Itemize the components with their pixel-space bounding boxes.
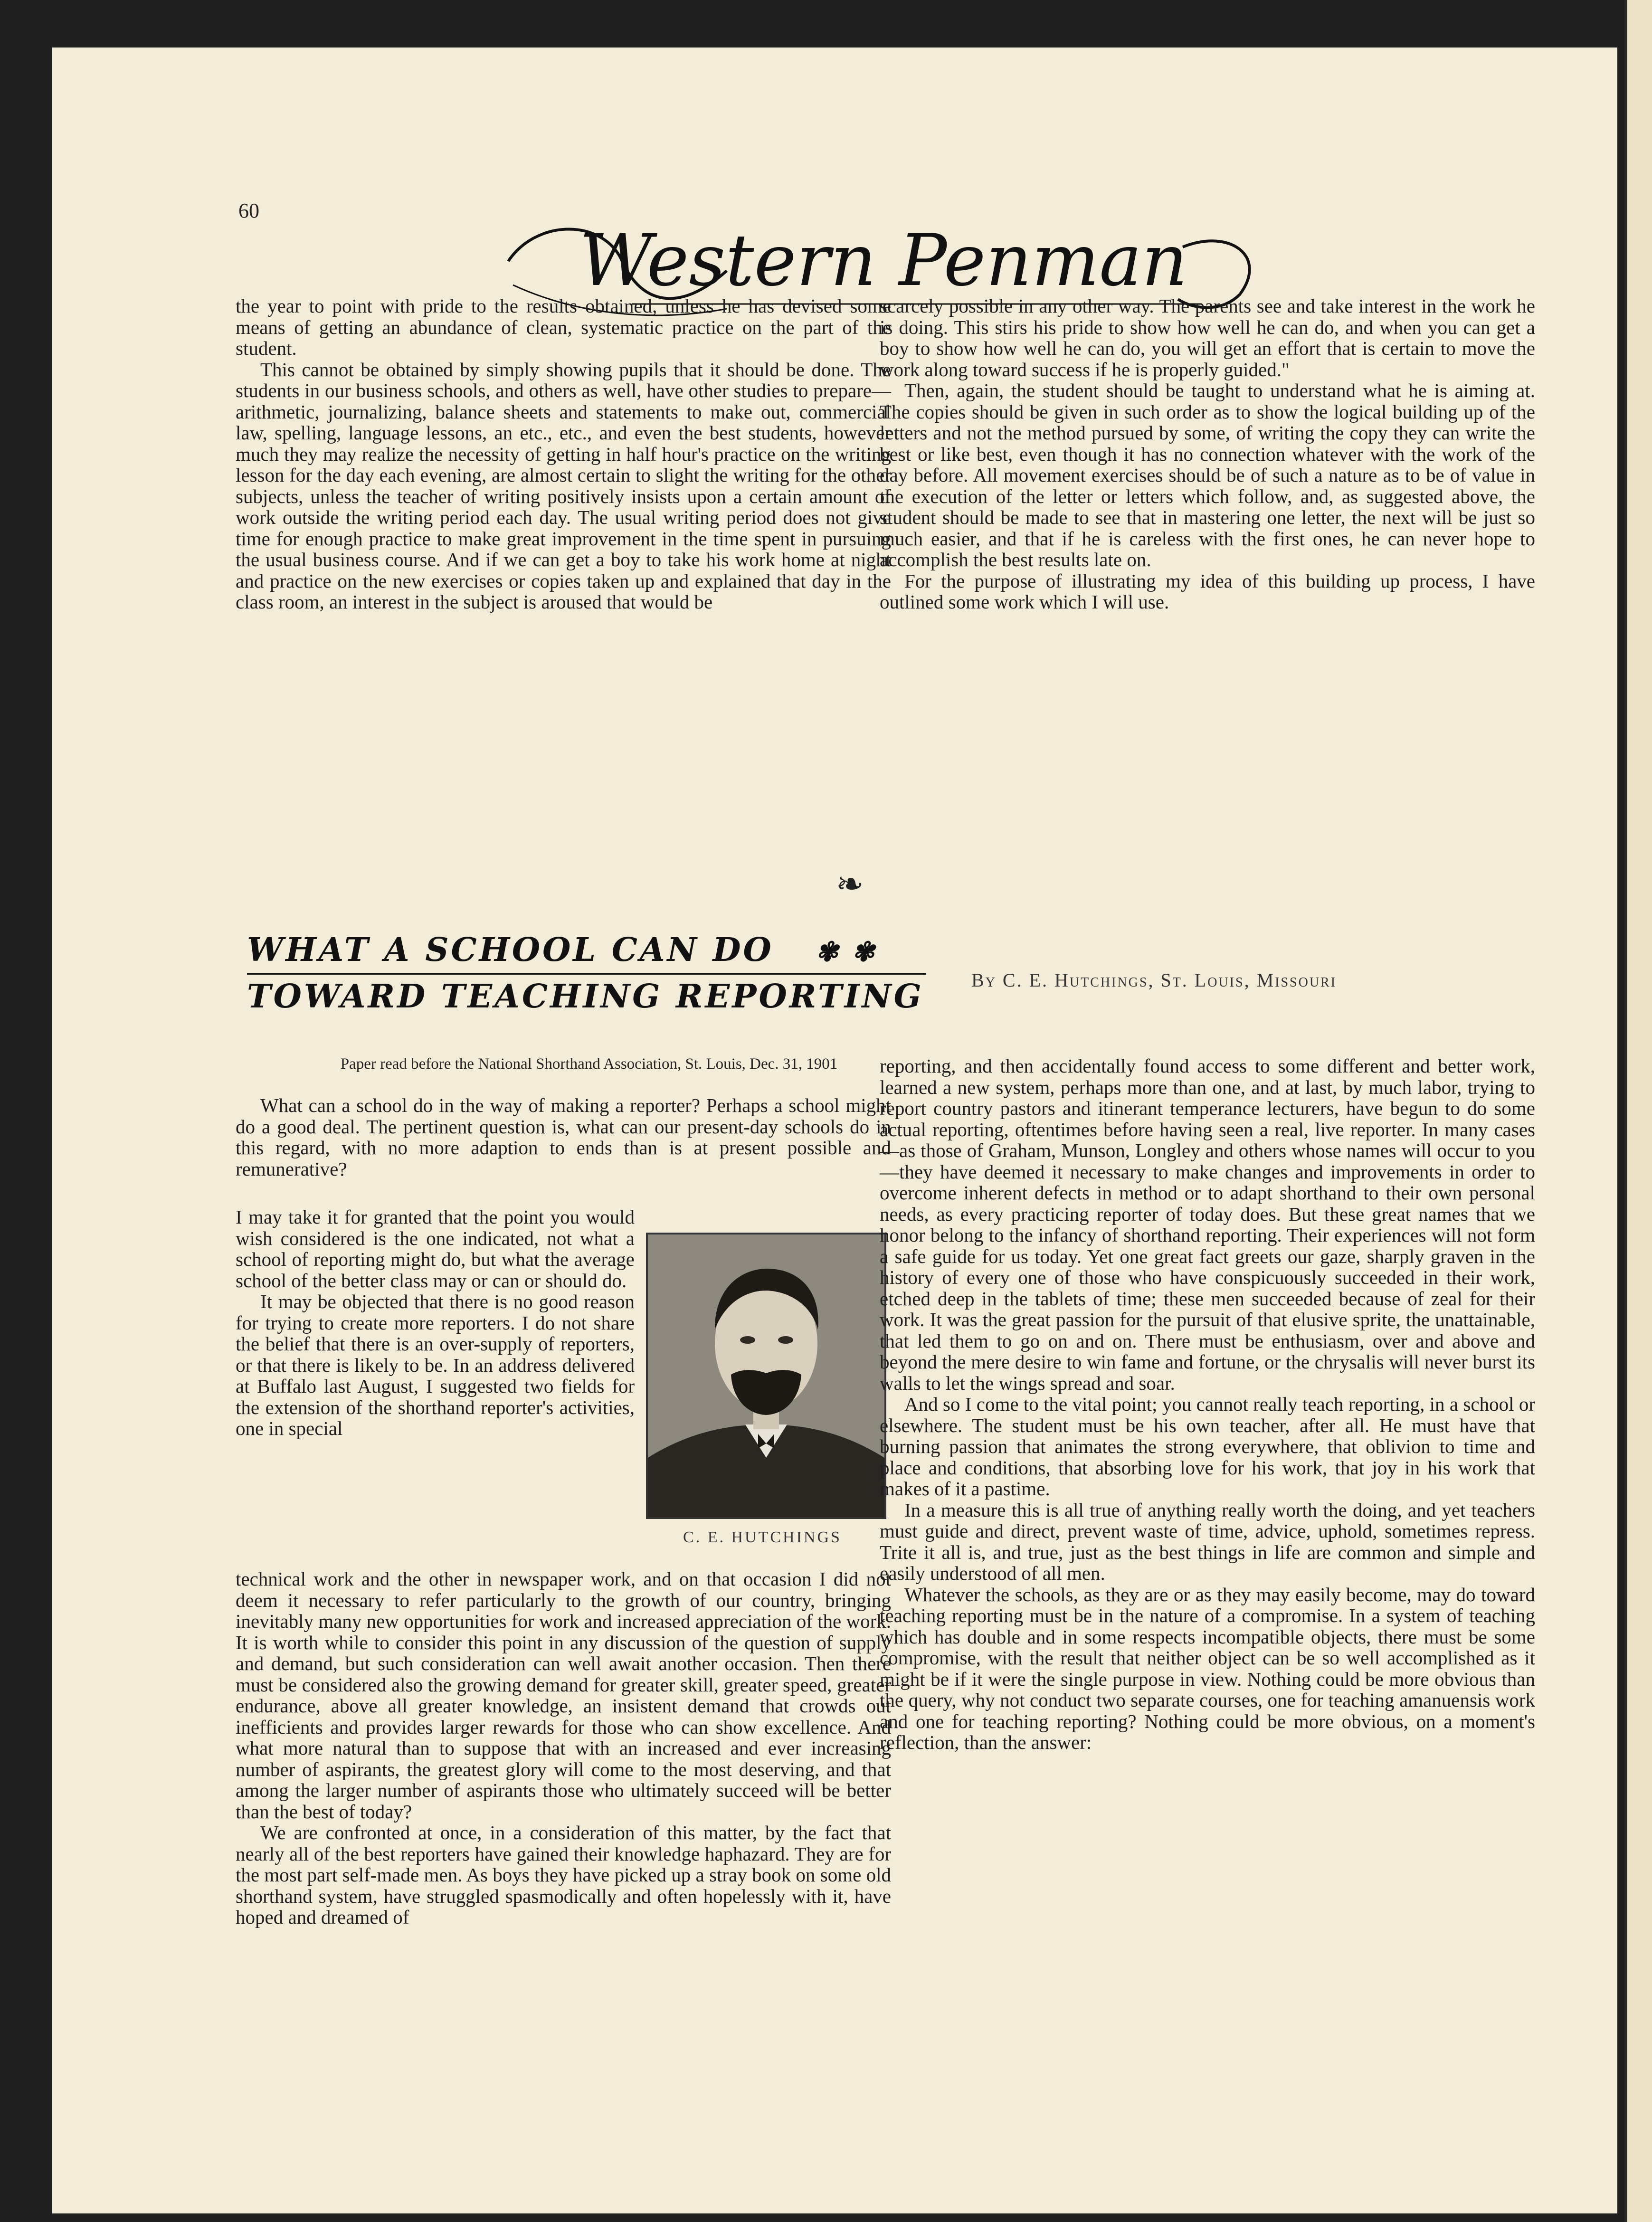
page-number: 60 bbox=[238, 199, 259, 222]
next-page-edge bbox=[1624, 0, 1652, 2222]
paragraph: the year to point with pride to the results obtained, unless he has devised some means of getting an abundance of clean, systematic practice on the part of the student. bbox=[236, 295, 891, 359]
headline-ornaments: ✾ ✾ bbox=[816, 936, 877, 968]
paragraph: In a measure this is all true of anything really worth the doing, and yet teachers must guide and direct, prevent waste of time, advice, uphold, sometimes repress. Trite it all is, and true, just as the best things in life are common and simple and easily understood of all men. bbox=[880, 1499, 1535, 1584]
headline-line-1: WHAT A SCHOOL CAN DO bbox=[247, 931, 774, 969]
page-sheet bbox=[52, 47, 1617, 2213]
top-left-column bbox=[236, 295, 891, 613]
paragraph: It may be objected that there is no good reason for trying to create more reporters. I do not share the belief that there is an over-supply of reporters, or that there is likely to be. In an address delivered at Buffalo last August, I suggested two fields for the extension of the shorthand reporter's activities, one in special bbox=[236, 1291, 635, 1439]
paper-note: Paper read before the National Shorthand Association, St. Louis, Dec. 31, 1901 bbox=[340, 1055, 838, 1073]
paragraph: And so I come to the vital point; you cannot really teach reporting, in a school or elsewhere. The student must be his own teacher, after all. He must have that burning passion that animates the strong everywhere, that oblivion to time and place and conditions, that absorbing love for his work, that joy in his work that makes of it a pastime. bbox=[880, 1393, 1535, 1500]
article-left-column-top bbox=[236, 1095, 891, 1179]
paragraph: We are confronted at once, in a consideration of this matter, by the fact that nearly all of the best reporters have gained their knowledge haphazard. They are for the most part self-made men. As boys they have picked up a stray book on some old shorthand system, have struggled spasmodically and often hopelessly with it, have hoped and dreamed of bbox=[236, 1822, 891, 1928]
masthead-title: Western Penman bbox=[579, 219, 1188, 302]
section-ornament: ❧ bbox=[836, 866, 864, 903]
article-left-column-narrow bbox=[236, 1206, 635, 1439]
article-left-column-wide bbox=[236, 1568, 891, 1928]
article-byline: By C. E. Hutchings, St. Louis, Missouri bbox=[971, 969, 1337, 991]
paragraph: Whatever the schools, as they are or as they may easily become, may do toward teaching reporting must be in the nature of a compromise. In a system of teaching which has double and in some respects incompatible objects, there must be some compromise, with the result that neither object can be so well accomplished as it might be if it were the single purpose in view. Nothing could be more obvious than the query, why not conduct two separate courses, one for teaching amanuensis work and one for teaching reporting? Nothing could be more obvious, on a moment's reflection, than the answer: bbox=[880, 1583, 1535, 1753]
paragraph: scarcely possible in any other way. The parents see and take interest in the work he is doing. This stirs his pride to show how well he can do, and when you can get a boy to show how well he can do, you will get an effort that is certain to move the work along toward success if he is properly guided." bbox=[880, 295, 1535, 380]
headline-line-2: TOWARD TEACHING REPORTING bbox=[247, 978, 924, 1016]
headline-rule bbox=[247, 973, 926, 975]
paragraph: technical work and the other in newspaper work, and on that occasion I did not deem it necessary to refer particularly to the growth of our country, bringing inevitably many new opportunities for work and increased appreciation of the work. It is worth while to consider this point in any discussion of the question of supply and demand, but such consideration can well await another occasion. Then there must be considered also the growing demand for greater skill, greater speed, greater endurance, above all greater knowledge, an insistent demand that crowds out inefficients and provides larger rewards for those who can show excellence. And what more natural than to suppose that with an increased and ever increasing number of aspirants, the greatest glory will come to the most deserving, and that among the larger number of aspirants those who ultimately succeed will be better than the best of today? bbox=[236, 1568, 891, 1823]
top-right-column bbox=[880, 295, 1535, 613]
photo-caption: C. E. HUTCHINGS bbox=[683, 1529, 842, 1546]
paragraph: For the purpose of illustrating my idea of this building up process, I have outlined some work which I will use. bbox=[880, 570, 1535, 613]
portrait-photo bbox=[646, 1233, 886, 1519]
paragraph: I may take it for granted that the point you would wish considered is the one indicated, not what a school of reporting might do, but what the average school of the better class may or can or should do. bbox=[236, 1206, 635, 1291]
article-right-column bbox=[880, 1055, 1535, 1753]
paragraph: What can a school do in the way of making a reporter? Perhaps a school might do a good deal. The pertinent question is, what can our present-day schools do in this regard, with no more adaption to ends than is at present possible and remunerative? bbox=[236, 1094, 891, 1180]
paragraph: This cannot be obtained by simply showing pupils that it should be done. The students in our business schools, and others as well, have other studies to prepare—arithmetic, journalizing, balance sheets and statements to make out, commercial law, spelling, language lessons, an etc., etc., and even the best students, however much they may realize the necessity of getting in half hour's practice on the writing lesson for the day each evening, are almost certain to slight the writing for the other subjects, unless the teacher of writing positively insists upon a certain amount of work outside the writing period each day. The usual writing period does not give time for enough practice to make great improvement in the time spent in pursuing the usual business course. And if we can get a boy to take his work home at night and practice on the new exercises or copies taken up and explained that day in the class room, an interest in the subject is aroused that would be bbox=[236, 358, 891, 613]
article-headline bbox=[247, 931, 940, 1016]
paragraph: Then, again, the student should be taught to understand what he is aiming at. The copies should be given in such order as to show the logical building up of the letters and not the method pursued by some, of writing the copy they can write the best or like best, even though it has no connection whatever with the work of the day before. All movement exercises should be of such a nature as to be of value in the execution of the letter or letters which follow, and, as suggested above, the student should be made to see that in mastering one letter, the next will be just so much easier, and that if he is careless with the first ones, he can never hope to accomplish the best results late on. bbox=[880, 380, 1535, 570]
paragraph: reporting, and then accidentally found access to some different and better work, learned a new system, perhaps more than one, and at last, by much labor, trying to report country pastors and itinerant temperance lecturers, have begun to do some actual reporting, oftentimes before having seen a real, live reporter. In many cases—as those of Graham, Munson, Longley and others whose names will occur to you—they have deemed it necessary to make changes and improvements in order to overcome inherent defects in method or to adapt shorthand to their own personal needs, as every practicing reporter of today does. But these great names that we honor belong to the infancy of shorthand reporting. Their experiences will not form a safe guide for us today. Yet one great fact greets our gaze, sharply graven in the history of every one of those who have conspicuously succeeded in their work, etched deep in the tablets of time; these men succeeded because of zeal for their work. It was the great passion for the pursuit of that elusive sprite, the unattainable, that led them to go on and on. There must be enthusiasm, over and above and beyond the mere desire to win fame and fortune, or the chrysalis will never burst its walls to let the wings spread and soar. bbox=[880, 1055, 1535, 1394]
